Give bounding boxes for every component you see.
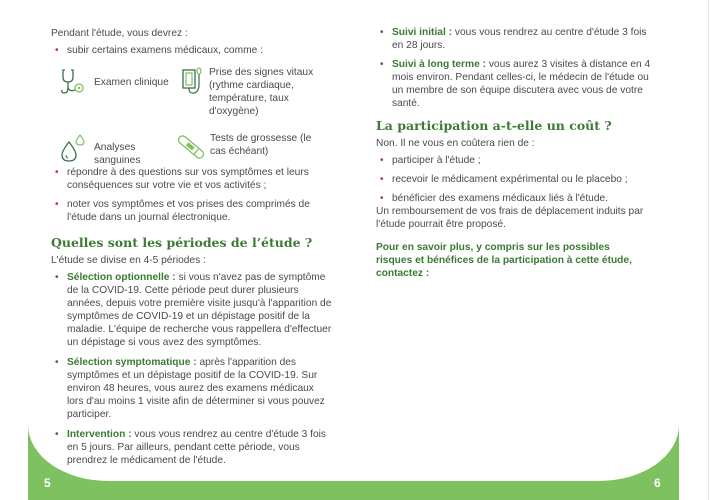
- period-item: [51, 356, 333, 421]
- bullet-icon: •: [55, 357, 59, 368]
- list-item: [51, 44, 341, 57]
- stethoscope-icon: [61, 68, 85, 96]
- period-item: [51, 428, 333, 467]
- list-item: [376, 192, 666, 205]
- list-item: [51, 166, 341, 192]
- period-item: [376, 26, 656, 52]
- page-number-right: 6: [654, 476, 661, 490]
- exam-label: Prise des signes vitaux (rythme cardiaque, température, taux d'oxygène): [209, 67, 314, 117]
- list-item-text: répondre à des questions sur vos symptômes et leurs conséquences sur votre vie et vos activités ;: [67, 167, 309, 191]
- bullet-icon: •: [380, 27, 384, 38]
- period-term: Sélection optionnelle :: [67, 272, 176, 283]
- section-heading-cost: La participation a-t-elle un coût ?: [376, 118, 612, 133]
- task-bullet-list: [51, 166, 341, 224]
- bullet-icon: •: [380, 174, 384, 185]
- exam-item: [178, 132, 343, 162]
- period-term: Suivi initial :: [392, 27, 453, 38]
- exam-bullet-list: [51, 44, 341, 57]
- period-text: si vous n'avez pas de symptôme de la COVID-19. Cette période peut durer plusieurs années, depuis votre première visite jusqu'à l'apparition de symptômes de COVID-19 et un dépistage positif de la maladie. L'équipe de recherche vous rappellera d'effectuer un dépistage si vous avez des symptômes.: [67, 272, 332, 348]
- period-text: vous vous rendrez au centre d'étude 3 fois en 5 jours. Par ailleurs, pendant cette période, vous prendrez le médicament de l'étude.: [67, 429, 327, 466]
- period-item: [51, 271, 333, 349]
- list-item: [376, 154, 666, 167]
- cost-intro: Non. Il ne vous en coûtera rien de :: [376, 138, 535, 149]
- section-heading-periods: Quelles sont les périodes de l’étude ?: [51, 235, 313, 250]
- period-text: après l'apparition des symptômes et un dépistage positif de la COVID-19. Sur environ 48 heures, vous aurez des examens médicaux lors d'au moins 1 visite afin de déterminer si vous pouvez participer.: [67, 357, 325, 420]
- pregnancy-test-icon: [178, 132, 204, 162]
- list-item: [51, 198, 341, 224]
- followup-list: [376, 26, 656, 110]
- period-term: Intervention :: [67, 429, 132, 440]
- bullet-icon: •: [55, 429, 59, 440]
- bullet-icon: •: [55, 45, 59, 56]
- periods-list: [51, 271, 333, 467]
- blood-pressure-monitor-icon: [182, 66, 204, 96]
- list-item-text: noter vos symptômes et vos prises des comprimés de l'étude dans un journal électronique.: [67, 199, 310, 223]
- contact-prompt: Pour en savoir plus, y compris sur les possibles risques et bénéfices de la participation à cette étude, contactez :: [376, 242, 632, 279]
- bullet-icon: •: [380, 155, 384, 166]
- intro-text: Pendant l'étude, vous devrez :: [51, 28, 188, 39]
- list-item-text: bénéficier des examens médicaux liés à l'étude.: [392, 193, 609, 204]
- exam-item: [61, 68, 169, 96]
- reimbursement-text: Un remboursement de vos frais de déplacement induits par l'étude pourrait être proposé.: [376, 206, 644, 230]
- bullet-icon: •: [380, 59, 384, 70]
- page-edge-line: [708, 0, 709, 500]
- bullet-icon: •: [380, 193, 384, 204]
- bullet-icon: •: [55, 199, 59, 210]
- exam-label: Tests de grossesse (le cas échéant): [210, 133, 312, 157]
- cost-list: [376, 154, 666, 205]
- bullet-icon: •: [55, 272, 59, 283]
- exam-label: Examen clinique: [94, 77, 169, 88]
- period-item: [376, 58, 656, 110]
- list-item-text: recevoir le médicament expérimental ou le placebo ;: [392, 174, 628, 185]
- period-term: Sélection symptomatique :: [67, 357, 197, 368]
- bullet-icon: •: [55, 167, 59, 178]
- blood-drop-icon: [61, 134, 85, 162]
- exam-grid: [51, 64, 341, 164]
- periods-intro: L'étude se divise en 4-5 périodes :: [51, 255, 206, 266]
- exam-item: [61, 134, 174, 167]
- period-text: vous vous rendrez au centre d'étude 3 fois en 28 jours.: [392, 27, 647, 51]
- list-item-text: subir certains examens médicaux, comme :: [67, 45, 263, 56]
- exam-label: Analyses sanguines: [94, 142, 141, 166]
- exam-item: [182, 66, 342, 118]
- page-number-left: 5: [44, 476, 51, 490]
- period-term: Suivi à long terme :: [392, 59, 486, 70]
- period-text: vous aurez 3 visites à distance en 4 mois environ. Pendant celles-ci, le médecin de l'étude ou un membre de son équipe discutera avec vous de votre santé.: [392, 59, 651, 109]
- list-item: [376, 173, 666, 186]
- list-item-text: participer à l'étude ;: [392, 155, 481, 166]
